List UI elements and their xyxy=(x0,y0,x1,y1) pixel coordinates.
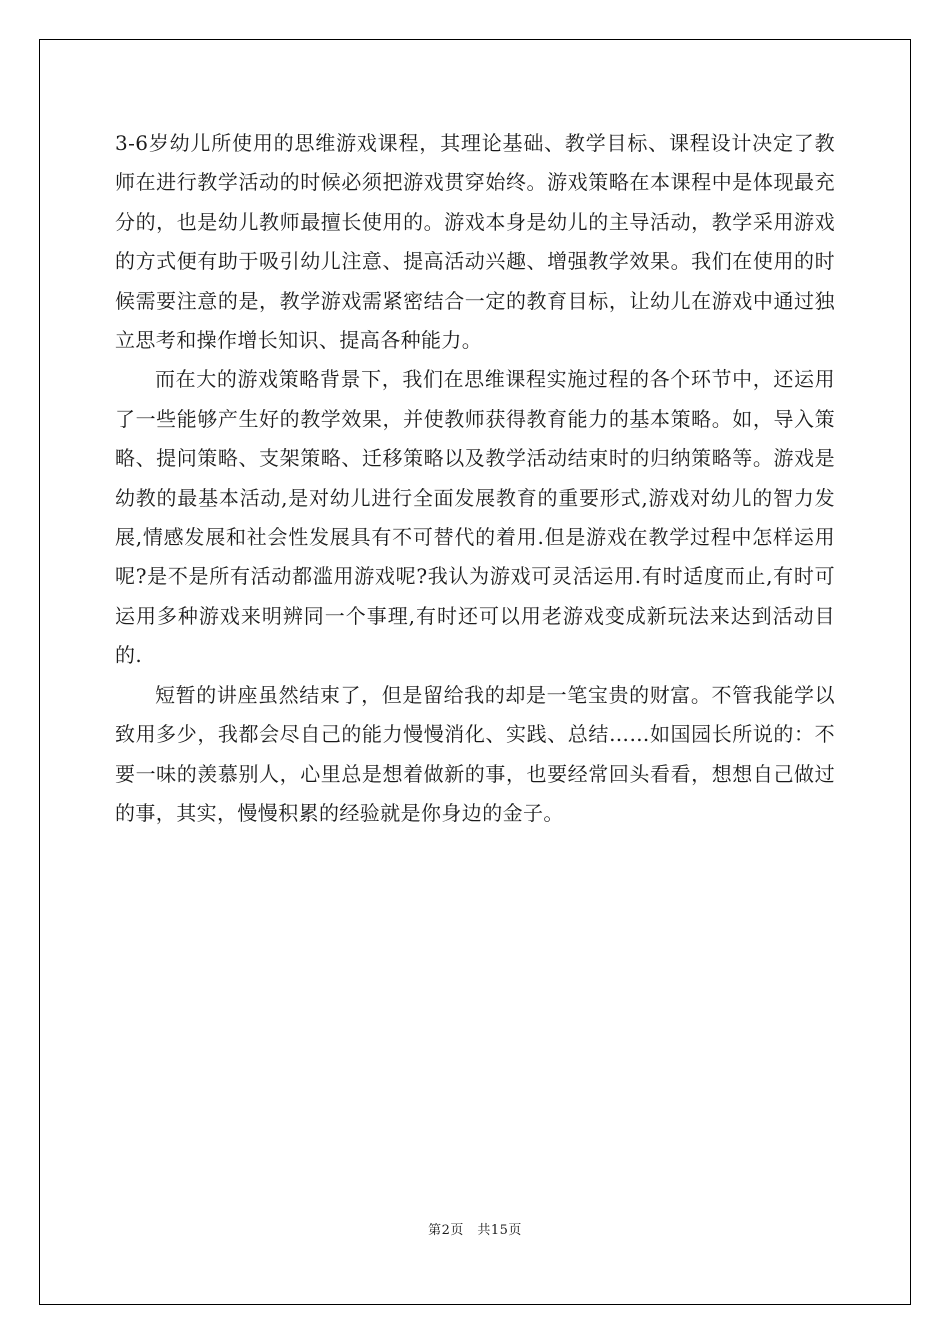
document-body xyxy=(115,124,835,833)
paragraph-2: 而在大的游戏策略背景下，我们在思维课程实施过程的各个环节中，还运用了一些能够产生好的教学效果，并使教师获得教育能力的基本策略。如，导入策略、提问策略、支架策略、迁移策略以及教学活动结束时的归纳策略等。游戏是幼教的最基本活动,是对幼儿进行全面发展教育的重要形式,游戏对幼儿的智力发展,情感发展和社会性发展具有不可替代的着用.但是游戏在教学过程中怎样运用呢?是不是所有活动都滥用游戏呢?我认为游戏可灵活运用.有时适度而止,有时可运用多种游戏来明辨同一个事理,有时还可以用老游戏变成新玩法来达到活动目的. xyxy=(115,367,835,668)
page-number-footer: 第2页 共15页 xyxy=(428,1223,522,1238)
paragraph-3: 短暂的讲座虽然结束了，但是留给我的却是一笔宝贵的财富。不管我能学以致用多少，我都会尽自己的能力慢慢消化、实践、总结……如国园长所说的：不要一味的羡慕别人，心里总是想着做新的事，也要经常回头看看，想想自己做过的事，其实，慢慢积累的经验就是你身边的金子。 xyxy=(115,682,835,825)
paragraph-1: 3-6岁幼儿所使用的思维游戏课程，其理论基础、教学目标、课程设计决定了教师在进行教学活动的时候必须把游戏贯穿始终。游戏策略在本课程中是体现最充分的，也是幼儿教师最擅长使用的。游戏本身是幼儿的主导活动，教学采用游戏的方式便有助于吸引幼儿注意、提高活动兴趣、增强教学效果。我们在使用的时候需要注意的是，教学游戏需紧密结合一定的教育目标，让幼儿在游戏中通过独立思考和操作增长知识、提高各种能力。 xyxy=(115,131,835,353)
